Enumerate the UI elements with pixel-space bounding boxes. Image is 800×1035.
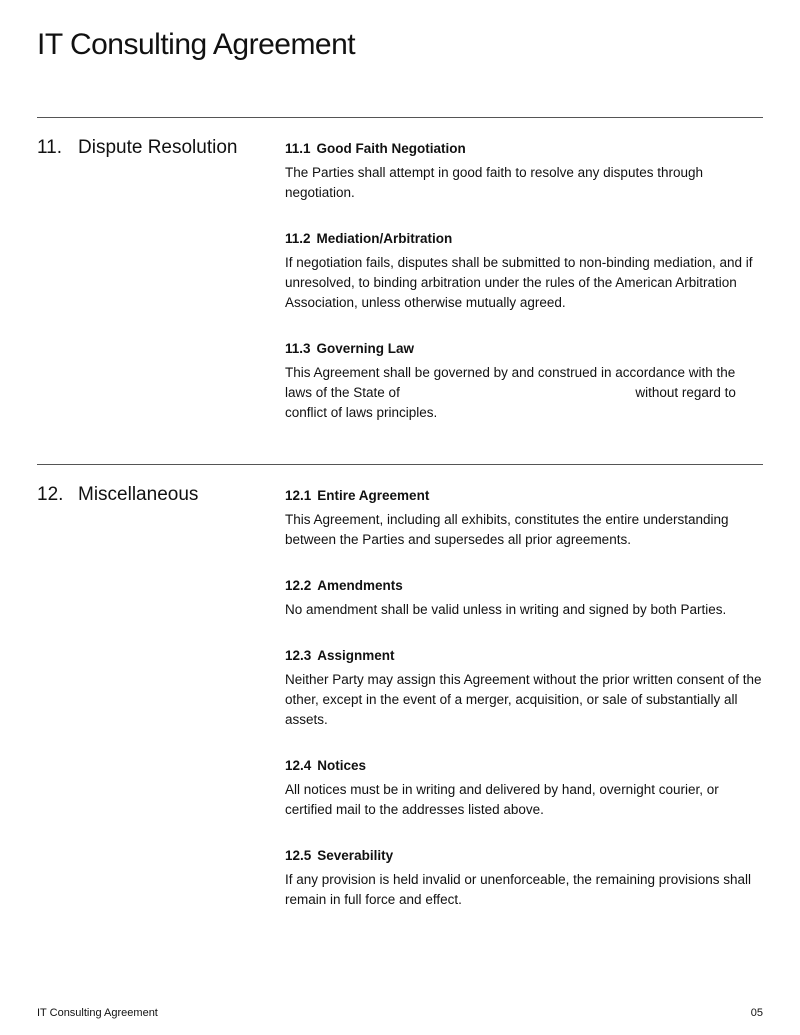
clause	[285, 486, 765, 550]
clause-number: 12.3	[285, 648, 312, 663]
clause	[285, 576, 765, 620]
clause-body: Neither Party may assign this Agreement without the prior written consent of the other, except in the event of a merger, acquisition, or sale of substantially all assets.	[285, 672, 762, 727]
clause-heading: Amendments	[317, 578, 403, 593]
clause-heading: Mediation/Arbitration	[316, 231, 453, 246]
clause	[285, 646, 765, 730]
clause-body: The Parties shall attempt in good faith to resolve any disputes through negotiation.	[285, 165, 703, 200]
clause-body: If any provision is held invalid or unenforceable, the remaining provisions shall remain in full force and effect.	[285, 872, 752, 907]
clause	[285, 229, 765, 313]
document-title: IT Consulting Agreement	[37, 28, 356, 61]
section-divider	[37, 117, 763, 118]
clause-heading: Notices	[317, 758, 367, 773]
clause-number: 12.5	[285, 848, 312, 863]
clause	[285, 339, 765, 423]
section-title: Miscellaneous	[78, 484, 199, 505]
clause-number: 12.4	[285, 758, 312, 773]
section-title: Dispute Resolution	[78, 137, 238, 158]
clause-number: 11.1	[285, 141, 311, 156]
clause-body-start: This Agreement shall be governed by and construed in accordance with the laws of the State of	[285, 365, 736, 400]
section-divider	[37, 464, 763, 465]
clause-heading: Assignment	[317, 648, 395, 663]
clause-heading: Governing Law	[316, 341, 415, 356]
clause-body: All notices must be in writing and delivered by hand, overnight courier, or certified mail to the addresses listed above.	[285, 782, 719, 817]
clause-number: 11.3	[285, 341, 311, 356]
clause-number: 12.2	[285, 578, 312, 593]
clause-heading: Good Faith Negotiation	[316, 141, 466, 156]
clause	[285, 846, 765, 910]
clause-number: 11.2	[285, 231, 311, 246]
clause	[285, 756, 765, 820]
clause-body-end: without regard to conflict of laws principles.	[285, 385, 736, 420]
clause-number: 12.1	[285, 488, 312, 503]
section-number: 12.	[37, 484, 64, 505]
clause	[285, 139, 765, 203]
clause-heading: Severability	[317, 848, 394, 863]
clause-body	[285, 363, 765, 423]
clause-body: No amendment shall be valid unless in writing and signed by both Parties.	[285, 602, 727, 617]
footer-document-title: IT Consulting Agreement	[37, 1007, 158, 1019]
clause-body: If negotiation fails, disputes shall be submitted to non-binding mediation, and if unresolved, to binding arbitration under the rules of the American Arbitration Association, unless otherwise mutually agreed.	[285, 255, 753, 310]
clause-body: This Agreement, including all exhibits, constitutes the entire understanding between the Parties and supersedes all prior agreements.	[285, 512, 729, 547]
clause-heading: Entire Agreement	[317, 488, 430, 503]
section-number: 11.	[37, 137, 63, 158]
page-number: 05	[750, 1007, 763, 1019]
